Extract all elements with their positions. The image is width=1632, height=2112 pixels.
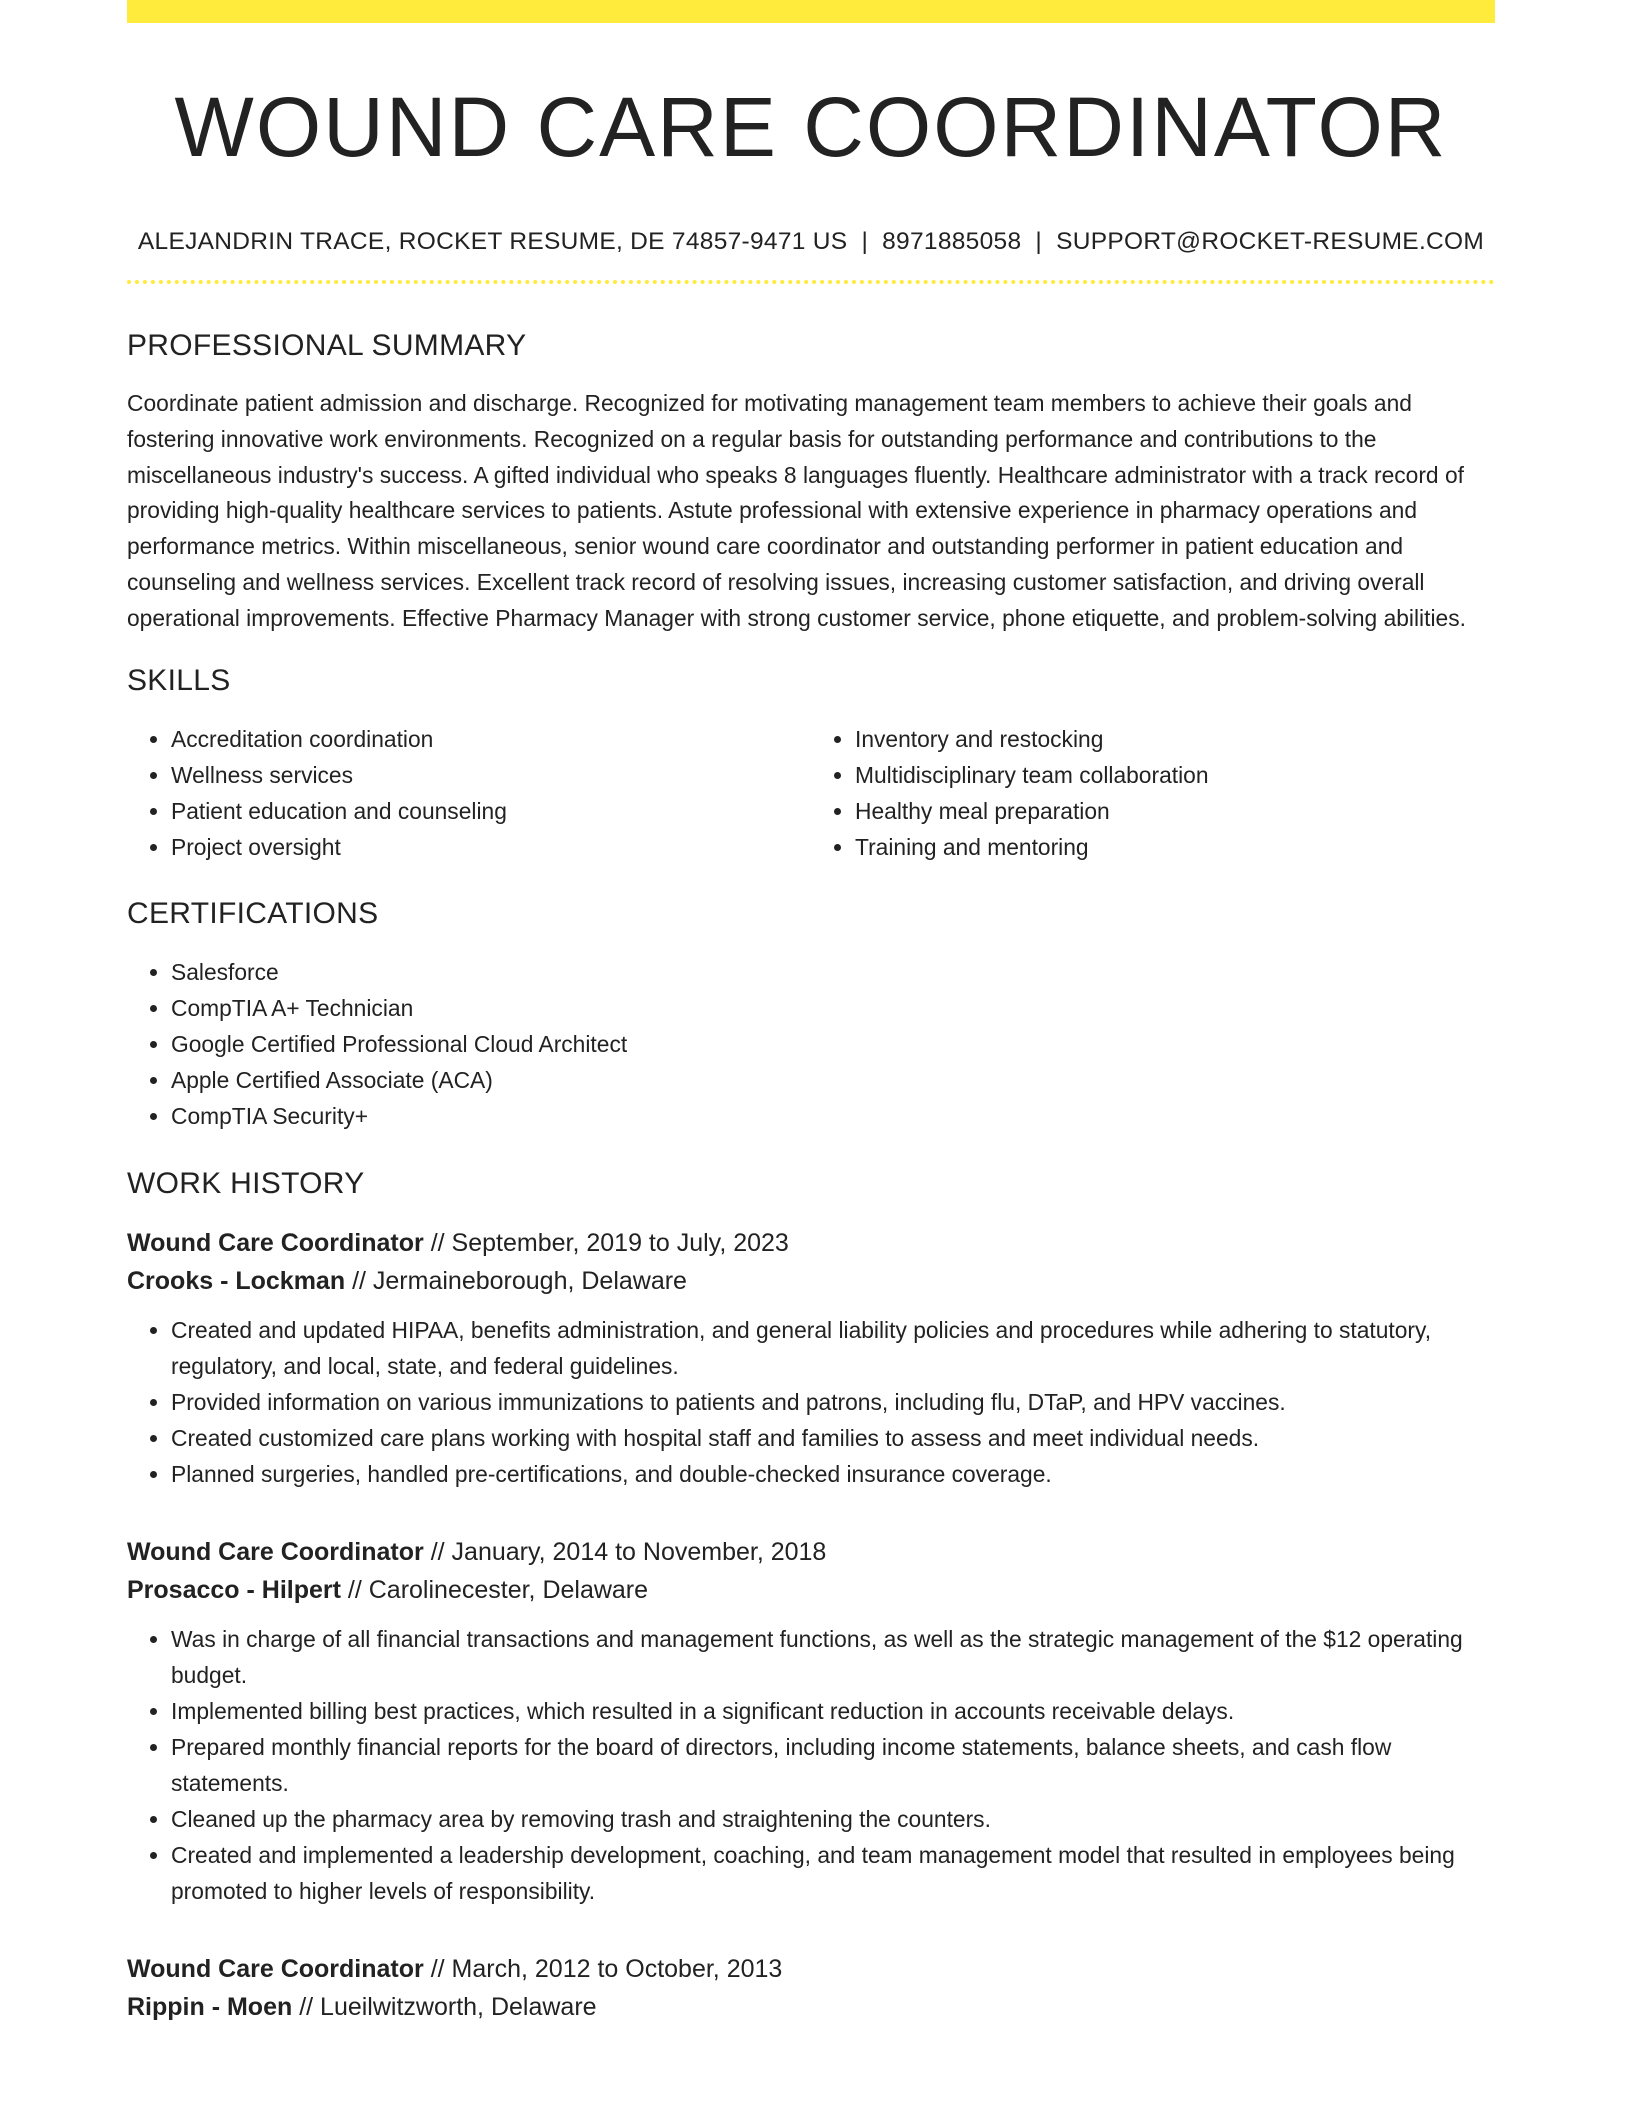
job-bullet: • Created and implemented a leadership development, coaching, and team management model that resulted in employees being promoted to higher levels of responsibility. [171, 1837, 1495, 1909]
resume-title: WOUND CARE COORDINATOR [174, 80, 1448, 174]
certification-item: • Apple Certified Associate (ACA) [171, 1062, 1495, 1098]
job-company-line [127, 1571, 1495, 1609]
job-bullets [127, 1312, 1495, 1492]
contact-phone[interactable]: 8971885058 [882, 228, 1022, 255]
certifications-heading: CERTIFICATIONS [127, 896, 379, 930]
header-divider [127, 280, 1495, 284]
job-bullet: • Created and updated HIPAA, benefits administration, and general liability policies and procedures while adhering to statutory, regulatory, and local, state, and federal guidelines. [171, 1312, 1495, 1384]
job-bullet: • Cleaned up the pharmacy area by removing trash and straightening the counters. [171, 1801, 1495, 1837]
job-location: // Jermaineborough, Delaware [352, 1266, 687, 1295]
job-dates: // September, 2019 to July, 2023 [430, 1228, 789, 1257]
job-company-line [127, 1262, 1495, 1300]
skill-item: • Project oversight [171, 829, 811, 865]
job-role-line [127, 1950, 1495, 1988]
contact-separator: | [861, 228, 869, 255]
contact-email[interactable]: SUPPORT@ROCKET-RESUME.COM [1056, 228, 1485, 255]
job-bullet: • Implemented billing best practices, which resulted in a significant reduction in accounts receivable delays. [171, 1693, 1495, 1729]
job-dates: // January, 2014 to November, 2018 [430, 1537, 827, 1566]
top-accent-bar [127, 0, 1495, 23]
job-location: // Lueilwitzworth, Delaware [299, 1992, 597, 2021]
job-entry [127, 1533, 1495, 1909]
job-location: // Carolinecester, Delaware [347, 1575, 649, 1604]
summary-heading: PROFESSIONAL SUMMARY [127, 329, 527, 362]
job-company-line [127, 1988, 1495, 2026]
job-bullet: • Was in charge of all financial transactions and management functions, as well as the strategic management of the $12 operating budget. [171, 1621, 1495, 1693]
skill-item: • Accreditation coordination [171, 721, 811, 757]
job-role: Wound Care Coordinator [127, 1954, 424, 1983]
work-history-heading: WORK HISTORY [127, 1166, 365, 1200]
resume-page [127, 0, 1495, 2026]
summary-text: Coordinate patient admission and discharge. Recognized for motivating management team members to achieve their goals and fostering innovative work environments. Recognized on a regular basis for outstanding performance and contributions to the miscellaneous industry's success. A gifted individual who speaks 8 languages fluently. Healthcare administrator with a track record of providing high-quality healthcare services to patients. Astute professional with extensive experience in pharmacy operations and performance metrics. Within miscellaneous, senior wound care coordinator and outstanding performer in patient education and counseling and wellness services. Excellent track record of resolving issues, increasing customer satisfaction, and driving overall operational improvements. Effective Pharmacy Manager with strong customer service, phone etiquette, and problem-solving abilities. [127, 390, 1466, 631]
skills-list-left [127, 721, 811, 865]
job-bullets [127, 1621, 1495, 1909]
job-entry [127, 1950, 1495, 2026]
skills-heading: SKILLS [127, 663, 231, 697]
skills-columns [127, 721, 1495, 865]
job-entry [127, 1224, 1495, 1492]
skill-item: • Wellness services [171, 757, 811, 793]
job-bullet: • Planned surgeries, handled pre-certifications, and double-checked insurance coverage. [171, 1456, 1495, 1492]
job-bullet: • Provided information on various immunizations to patients and patrons, including flu, DTaP, and HPV vaccines. [171, 1384, 1495, 1420]
job-role-line [127, 1224, 1495, 1262]
job-dates: // March, 2012 to October, 2013 [430, 1954, 783, 1983]
contact-separator: | [1035, 228, 1043, 255]
contact-line [127, 227, 1495, 257]
contact-address: ALEJANDRIN TRACE, ROCKET RESUME, DE 74857-9471 US [137, 228, 848, 255]
job-company: Rippin - Moen [127, 1992, 293, 2021]
job-bullet: • Prepared monthly financial reports for the board of directors, including income statements, balance sheets, and cash flow statements. [171, 1729, 1495, 1801]
skill-item: • Training and mentoring [855, 829, 1495, 865]
job-bullet: • Created customized care plans working with hospital staff and families to assess and meet individual needs. [171, 1420, 1495, 1456]
skills-list-right [811, 721, 1495, 865]
job-role: Wound Care Coordinator [127, 1537, 424, 1566]
skill-item: • Multidisciplinary team collaboration [855, 757, 1495, 793]
certifications-list [127, 954, 1495, 1134]
skill-item: • Inventory and restocking [855, 721, 1495, 757]
certification-item: • Google Certified Professional Cloud Architect [171, 1026, 1495, 1062]
certification-item: • Salesforce [171, 954, 1495, 990]
skill-item: • Patient education and counseling [171, 793, 811, 829]
skill-item: • Healthy meal preparation [855, 793, 1495, 829]
job-company: Prosacco - Hilpert [127, 1575, 341, 1604]
job-role-line [127, 1533, 1495, 1571]
certification-item: • CompTIA Security+ [171, 1098, 1495, 1134]
job-company: Crooks - Lockman [127, 1266, 346, 1295]
job-role: Wound Care Coordinator [127, 1228, 424, 1257]
certification-item: • CompTIA A+ Technician [171, 990, 1495, 1026]
